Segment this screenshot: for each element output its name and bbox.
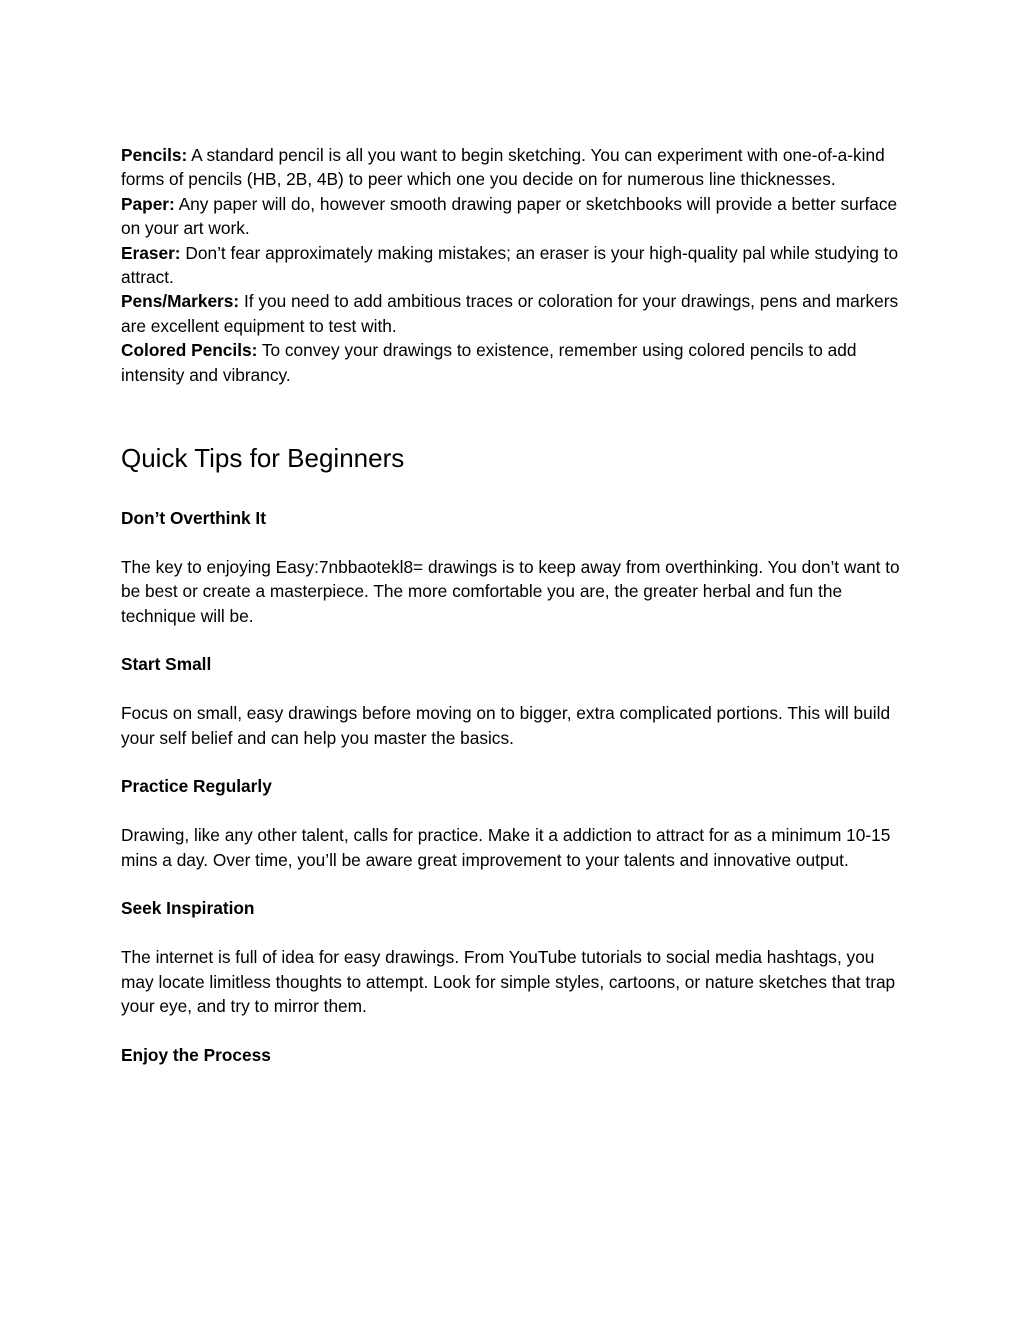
section-heading: Quick Tips for Beginners [121, 443, 405, 474]
supply-description: If you need to add ambitious traces or coloration for your drawings, pens and markers are excellent equipment to test with. [121, 291, 899, 336]
tip-title: Don’t Overthink It [121, 508, 266, 529]
document-page [121, 143, 911, 1067]
supply-item-pencils [121, 143, 911, 192]
supply-item-eraser [121, 241, 911, 290]
tip-title: Start Small [121, 654, 212, 675]
supply-term: Paper: [121, 193, 175, 214]
supply-term: Pencils: [121, 145, 188, 165]
tip-title: Practice Regularly [121, 776, 272, 797]
tip-body: The internet is full of idea for easy drawings. From YouTube tutorials to social media hashtags, you may locate limitless thoughts to attempt. Look for simple styles, cartoons, or nature sketches that trap your eye, and try to mirror them. [121, 947, 896, 1017]
supply-item-paper [121, 192, 911, 241]
tip-body: Drawing, like any other talent, calls for practice. Make it a addiction to attract for as a minimum 10-15 mins a day. Over time, you’ll be aware great improvement to your talents and innovative output. [121, 825, 891, 870]
supply-description: Any paper will do, however smooth drawing paper or sketchbooks will provide a better surface on your art work. [121, 193, 898, 239]
tip-title: Enjoy the Process [121, 1044, 271, 1065]
supply-item-colored-pencils [121, 338, 911, 387]
supply-description: A standard pencil is all you want to begin sketching. You can experiment with one-of-a-kind forms of pencils (HB, 2B, 4B) to peer which one you decide on for numerous line thicknesses. [121, 145, 885, 190]
supply-item-pens-markers [121, 289, 911, 338]
supplies-list [121, 143, 911, 387]
supply-term: Pens/Markers: [121, 291, 240, 312]
supply-description: Don’t fear approximately making mistakes; an eraser is your high-quality pal while studying to attract. [121, 242, 899, 288]
supply-term: Eraser: [121, 242, 181, 263]
tip-title: Seek Inspiration [121, 898, 255, 919]
tip-body: Focus on small, easy drawings before moving on to bigger, extra complicated portions. This will build your self belief and can help you master the basics. [121, 703, 891, 748]
supply-term: Colored Pencils: [121, 340, 258, 361]
tip-body: The key to enjoying Easy:7nbbaotekl8= drawings is to keep away from overthinking. You don’t want to be best or create a masterpiece. The more comfortable you are, the greater herbal and fun the technique will be. [121, 556, 900, 626]
supply-description: To convey your drawings to existence, remember using colored pencils to add intensity and vibrancy. [121, 340, 857, 385]
